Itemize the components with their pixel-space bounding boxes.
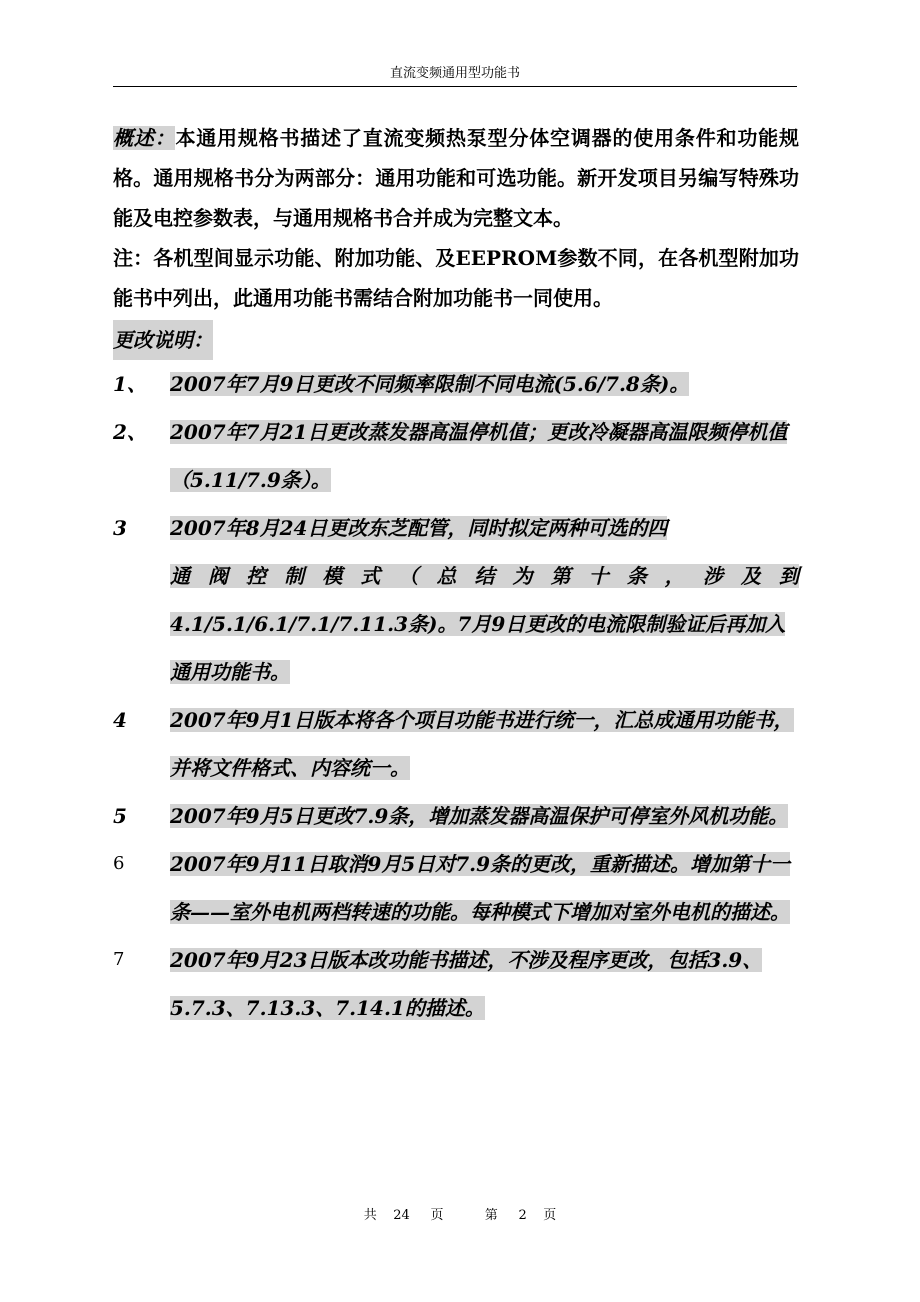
change-item [113,792,799,840]
overview-text: 本通用规格书描述了直流变频热泵型分体空调器的使用条件和功能规格。通用规格书分为两部分：通用功能和可选功能。新开发项目另编写特殊功能及电控参数表，与通用规格书合并成为完整文本。 [113,126,799,230]
footer-current-page: 2 [518,1208,527,1223]
change-text-line: 通阀控制模式（总结为第十条，涉及到 [170,564,799,588]
change-item [113,504,799,696]
change-text: 2007年9月5日更改7.9条，增加蒸发器高温保护可停室外风机功能。 [170,804,789,828]
change-number: 7 [113,949,125,970]
footer-total-pages: 24 [393,1208,410,1223]
changes-heading [113,318,799,360]
footer-total-suffix: 页 [430,1208,444,1223]
change-number: 3 [113,516,127,540]
change-item [113,360,799,408]
change-text: 2007年9月1日版本将各个项目功能书进行统一，汇总成通用功能书，并将文件格式、内容统一。 [170,708,794,780]
note-text: 注：各机型间显示功能、附加功能、及EEPROM参数不同，在各机型附加功能书中列出，此通用功能书需结合附加功能书一同使用。 [113,246,799,310]
document-body [113,118,799,1032]
change-item [113,696,799,792]
note-paragraph [113,238,799,318]
change-number: 6 [113,853,125,874]
footer-current-prefix: 第 [484,1208,498,1223]
page-header [113,62,797,87]
change-item [113,840,799,936]
change-text: 2007年7月21日更改蒸发器高温停机值；更改冷凝器高温限频停机值（5.11/7.9条）。 [170,420,788,492]
header-title: 直流变频通用型功能书 [389,66,520,81]
change-number: 2、 [113,420,147,444]
page-footer [0,1206,920,1226]
change-number: 1、 [113,372,147,396]
changes-label: 更改说明： [113,320,213,360]
overview-label: 概述： [113,126,176,150]
change-item [113,936,799,1032]
change-text: 2007年7月9日更改不同频率限制不同电流(5.6/7.8条)。 [170,372,690,396]
change-text: 2007年9月11日取消9月5日对7.9条的更改，重新描述。增加第十一条——室外电机两档转速的功能。每种模式下增加对室外电机的描述。 [170,852,791,924]
change-text-line: 4.1/5.1/6.1/7.1/7.11.3条)。7月9日更改的电流限制验证后再加入通用功能书。 [170,612,786,684]
footer-current-suffix: 页 [543,1208,557,1223]
footer-total-prefix: 共 [363,1208,377,1223]
change-number: 5 [113,804,127,828]
change-text-line: 2007年8月24日更改东芝配管，同时拟定两种可选的四 [170,516,668,540]
overview-paragraph [113,118,799,238]
change-number: 4 [113,708,127,732]
change-text: 2007年9月23日版本改功能书描述，不涉及程序更改，包括3.9、5.7.3、7.13.3、7.14.1的描述。 [170,948,763,1020]
change-item [113,408,799,504]
